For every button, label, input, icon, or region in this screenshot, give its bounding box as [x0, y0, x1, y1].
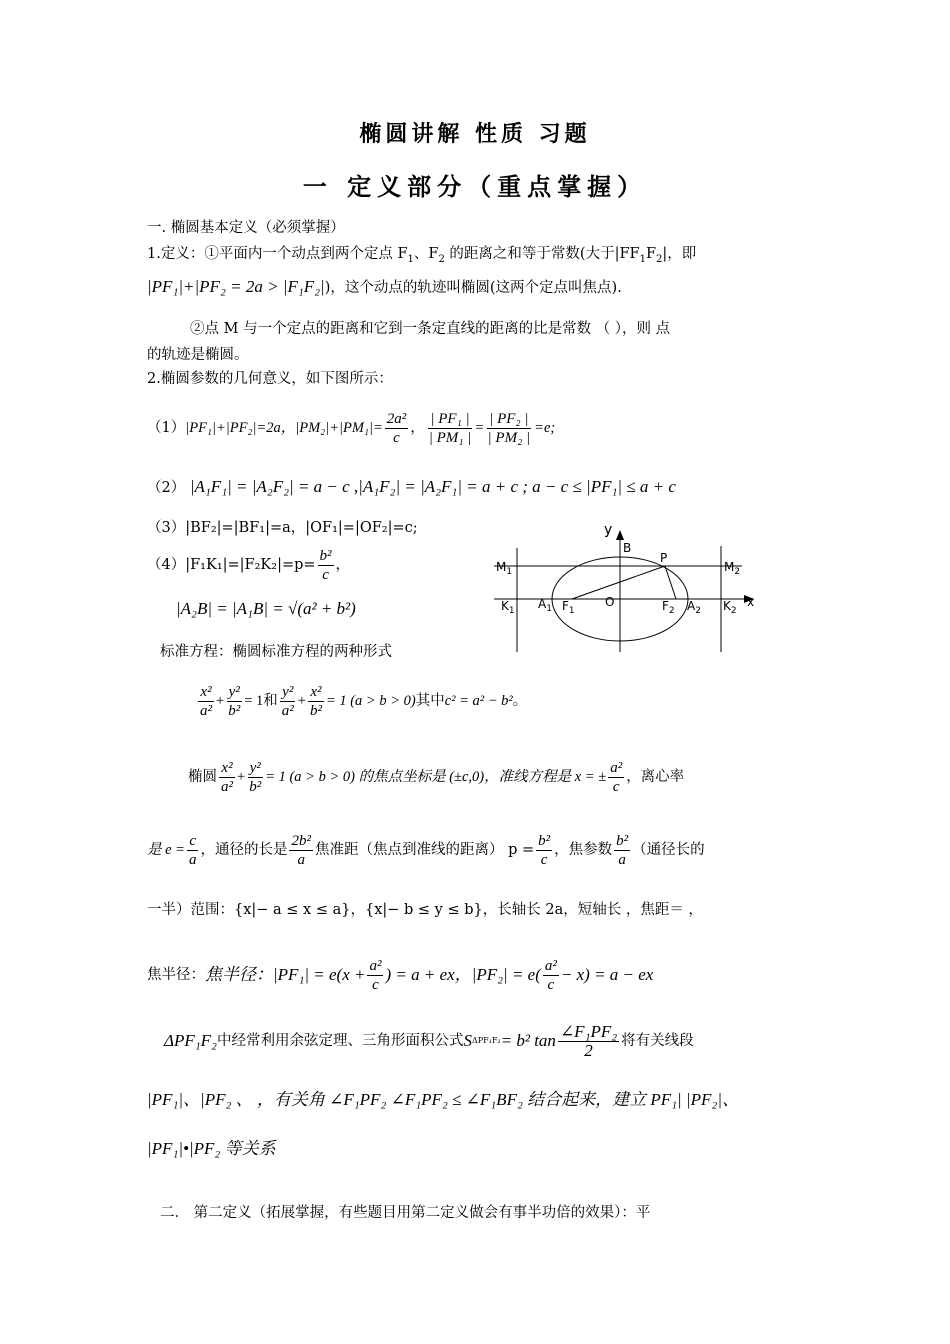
label-k1: $K_1$ [501, 599, 515, 616]
ellipse-diagram [492, 518, 764, 652]
page-title: 椭圆讲解 性质 习题 [359, 122, 591, 147]
section-title: 一 定义部分（重点掌握） [302, 173, 648, 201]
label-m2: $M_2$ [724, 560, 741, 577]
std-eq: $\frac{\text{x²}}{\text{a²}}$ + $\frac{\text{y²}}{\text{b²}}$ = 1 和 $\frac{\text{y²}}{\text{a²}}$ + $\frac{\text{x²}}{\text{b²}}$ = 1 (a > b > 0) 其中 c² = a² − b² 。 [200, 683, 528, 719]
def2: ②点 M 与一个定点的距离和它到一条定直线的距离的比是常数 （ ），则 点 [190, 321, 671, 337]
label-p: P [660, 551, 668, 565]
std-eq-heading: 标准方程：椭圆标准方程的两种形式 [160, 644, 392, 660]
label-o: O [605, 595, 615, 609]
def1-line1: 1.定义：①平面内一个动点到两个定点 $F_1$、$F_2$ 的距离之和等于常数(大于$|FF_1F_2|$，即 [147, 246, 697, 265]
label-a2: $A_2$ [687, 599, 701, 616]
label-b: B [623, 541, 632, 555]
sec1-heading: 一. 椭圆基本定义（必须掌握） [147, 220, 345, 236]
item4: （4）|F₁K₁|=|F₂K₂|=p= $\frac{\text{b²}}{c}$ ， [147, 547, 351, 583]
label-a1: $A_1$ [538, 597, 552, 614]
foci-line: 椭圆 $\frac{\text{x²}}{\text{a²}}$ + $\frac{\text{y²}}{\text{b²}}$ = 1 (a > b > 0) 的焦点坐标是 (±c,0)，准线方程是 x = ± $\frac{\text{a²}}{c}$ ，离心率 [188, 759, 685, 795]
item1: （1） |PF₁|+|PF₂|=2a，|PM₂|+|PM₁|= $\frac{\text{2a²}}{c}$ ， $\frac{\text{| PF₁ |}}{\text{| PM₁ |}}$ = $\frac{\text{| PF₂ |}}{\text{| PM₂ |}}$ =e; [147, 410, 556, 446]
label-k2: $K_2$ [723, 599, 737, 616]
def-geo: 2.椭圆参数的几何意义，如下图所示： [147, 371, 393, 387]
label-y: y [604, 522, 613, 538]
label-f1: $F_1$ [562, 599, 575, 616]
label-f2: $F_2$ [662, 599, 675, 616]
ecc-line: 是 e = $\frac{c}{a}$ ，通径的长是 $\frac{\text{2b²}}{a}$ 焦准距（焦点到准线的距离） p = $\frac{\text{b²}}{c}$ ，焦参数 $\frac{\text{b²}}{a}$ （通径长的 [147, 832, 705, 868]
range-line: 一半）范围：{x|− a ≤ x ≤ a}，{x|− b ≤ y ≤ b}，长轴长 2a，短轴长 ，焦距＝ ， [147, 902, 703, 918]
relation-line1: |PF₁|、|PF₂ 、 ，有关角 ∠F₁PF₂ ∠F₁PF₂ ≤ ∠F₁BF₂ 结合起来，建立 PF₁| |PF₂|、 [147, 1090, 739, 1109]
item4-eq: |A₂B| = |A₁B| = √(a² + b²) [176, 599, 356, 618]
y-arrow [616, 530, 624, 540]
triangle-line: ΔPF₁F₂ 中经常利用余弦定理、三角形面积公式 S ΔPF₁F₂ = b² tan $\frac{\text{∠F₁PF₂}}{2}$ 将有关线段 [164, 1021, 694, 1060]
def2-cont: 的轨迹是椭圆。 [147, 347, 249, 363]
relation-line2: |PF₁|•|PF₂ 等关系 [147, 1139, 276, 1158]
def1-line2: |PF₁|+|PF₂ = 2a > |F₁F₂|)，这个动点的轨迹叫椭圆(这两个定点叫焦点). [147, 277, 622, 296]
item2: （2） |A₁F₁| = |A₂F₂| = a − c ,|A₁F₂| = |A₂F₁| = a + c ; a − c ≤ |PF₁| ≤ a + c [147, 477, 676, 496]
label-x: x [747, 595, 755, 609]
item3: （3）|BF₂|=|BF₁|=a，|OF₁|=|OF₂|=c; [147, 520, 418, 536]
focal-segment [572, 566, 665, 599]
focal-radius: 焦半径： 焦半径：|PF₁| = e(x + $\frac{\text{a²}}{c}$ ) = a + ex，|PF₂| = e( $\frac{\text{a²}}{c}$ − x) = a − ex [147, 957, 654, 993]
sec2-heading: 二． 第二定义（拓展掌握，有些题目用第二定义做会有事半功倍的效果）：平 [160, 1205, 651, 1221]
label-m1: $M_1$ [496, 560, 513, 577]
